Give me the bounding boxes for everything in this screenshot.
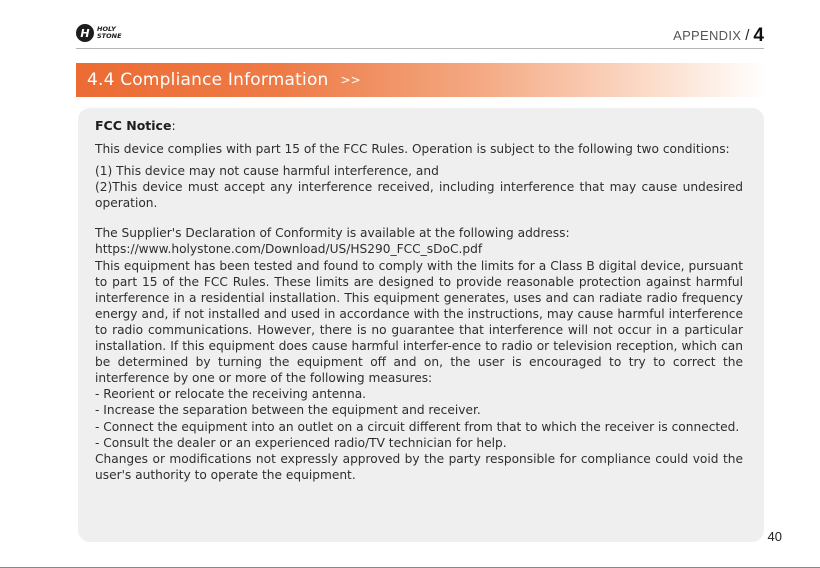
section-chevrons: >> [340,73,361,87]
section-header-bar [76,63,766,97]
paragraph-intro: This device complies with part 15 of the FCC Rules. Operation is subject to the following two conditions: [95,142,730,156]
appendix-label: APPENDIX [673,28,742,43]
measure-consult: - Consult the dealer or an experienced radio/TV technician for help. [95,435,507,450]
condition-1: (1) This device may not cause harmful interference, and [95,164,439,179]
notice-colon: : [171,118,176,133]
sdoc-url: https://www.holystone.com/Download/US/HS290_FCC_sDoC.pdf [95,242,483,257]
measure-outlet: - Connect the equipment into an outlet on a circuit different from that to which the receiver is connected. [95,419,740,434]
appendix-header [673,26,764,45]
page-number: 40 [767,529,782,544]
appendix-slash: / [745,27,750,44]
section-title: 4.4 Compliance Information [87,70,329,90]
holystone-logo-icon: H [76,24,94,42]
header-divider [76,48,764,49]
holystone-logo [76,24,122,42]
notice-body [95,141,743,483]
condition-2: (2)This device must accept any interference received, including interference that may cause undesired operation. [95,180,743,211]
measure-reorient: - Reorient or relocate the receiving antenna. [95,387,367,402]
notice-heading [95,118,176,133]
paragraph-class-b: This equipment has been tested and found to comply with the limits for a Class B digital device, pursuant to part 15 of the FCC Rules. These limits are designed to provide reasonable protection against harmful interference in a residential installation. This equipment generates, uses and can radiate radio frequency energy and, if not installed and used in accordance with the instructions, may cause harmful interference to radio communications. However, there is no guarantee that interference will not occur in a particular installation. If this equipment does cause harmful interfer-ence to radio or television reception, which can be determined by turning the equipment off and on, the user is encouraged to try to correct the interference by one or more of the following measures: [95,258,743,386]
logo-wordmark [97,26,122,40]
paragraph-changes: Changes or modifications not expressly approved by the party responsible for compliance could void the user's authority to operate the equipment. [95,451,743,482]
logo-text-top: HOLY [97,25,116,33]
sdoc-statement: The Supplier's Declaration of Conformity is available at the following address: [95,226,570,241]
measure-separation: - Increase the separation between the equipment and receiver. [95,403,481,418]
logo-text-bottom: STONE [97,32,122,40]
notice-title: FCC Notice [95,118,172,133]
appendix-number: 4 [753,25,764,46]
